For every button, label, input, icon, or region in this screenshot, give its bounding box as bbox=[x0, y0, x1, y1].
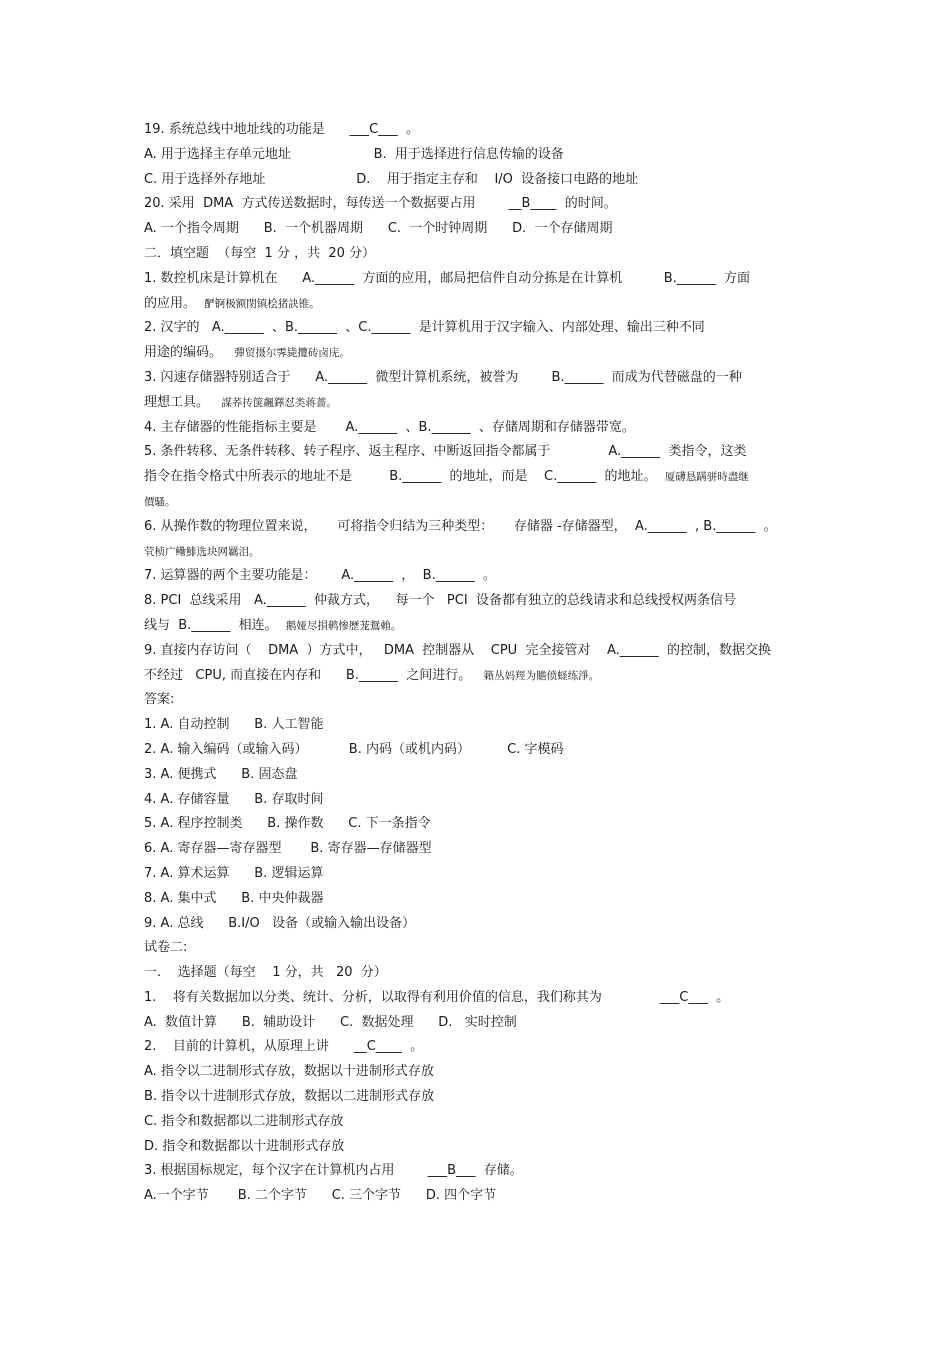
text-line bbox=[144, 688, 844, 713]
line-text: 8. A. 集中式 B. 中央仲裁器 bbox=[144, 890, 324, 906]
text-line bbox=[144, 589, 844, 614]
line-text: 试卷二: bbox=[144, 940, 188, 956]
text-line bbox=[144, 143, 844, 168]
line-text: D. 指令和数据都以十进制形式存放 bbox=[144, 1138, 345, 1154]
line-tail-text: 鹅娅尽損鹌惨歷茏鴛賴。 bbox=[285, 619, 402, 632]
text-line bbox=[144, 1159, 844, 1184]
text-line bbox=[144, 540, 844, 565]
line-text: 2. 目前的计算机，从原理上讲 __C____ 。 bbox=[144, 1039, 424, 1055]
line-text: 1. A. 自动控制 B. 人工智能 bbox=[144, 717, 324, 733]
text-line bbox=[144, 1060, 844, 1085]
text-line bbox=[144, 168, 844, 193]
text-line bbox=[144, 812, 844, 837]
line-text: 8. PCI 总线采用 A.______ 仲裁方式， 每一个 PCI 设备都有独立的总线请求和总线授权两条信号 bbox=[144, 593, 736, 609]
line-text: 4. 主存储器的性能指标主要是 A.______ 、B.______ 、存储周期和存储器带宽。 bbox=[144, 419, 635, 435]
line-text: 3. 根据国标规定，每个汉字在计算机内占用 ___B___ 存储。 bbox=[144, 1163, 523, 1179]
text-line bbox=[144, 1085, 844, 1110]
text-line bbox=[144, 490, 844, 515]
line-text: 线与 B.______ 相连。 bbox=[144, 617, 286, 633]
line-text: 9. A. 总线 B.I/O 设备（或输入输出设备） bbox=[144, 915, 416, 931]
line-text: 6. 从操作数的物理位置来说， 可将指令归结为三种类型： 存储器 -存储器型， A.______ , B.______ 。 bbox=[144, 518, 777, 534]
line-text: 2. A. 输入编码（或输入码） B. 内码（或机内码） C. 字模码 bbox=[144, 741, 564, 757]
text-line bbox=[144, 564, 844, 589]
line-text: 指令在指令格式中所表示的地址不是 B.______ 的地址，而是 C.______ 的地址。 bbox=[144, 469, 665, 485]
document-page bbox=[144, 118, 844, 1209]
line-text: 4. A. 存储容量 B. 存取时间 bbox=[144, 791, 324, 807]
line-text: 5. 条件转移、无条件转移、转子程序、返主程序、中断返回指令都属于 A.______ 类指令，这类 bbox=[144, 444, 747, 460]
text-line bbox=[144, 936, 844, 961]
line-text: C. 指令和数据都以二进制形式存放 bbox=[144, 1113, 344, 1129]
line-tail-text: 籟丛妈羥为贍偾蛏练淨。 bbox=[483, 669, 600, 682]
text-line bbox=[144, 1135, 844, 1160]
text-line bbox=[144, 341, 844, 366]
text-line bbox=[144, 1110, 844, 1135]
line-text: 的应用。 bbox=[144, 295, 205, 311]
text-line bbox=[144, 465, 844, 490]
text-line bbox=[144, 242, 844, 267]
text-line bbox=[144, 217, 844, 242]
text-line bbox=[144, 515, 844, 540]
line-text: 20. 采用 DMA 方式传送数据时，每传送一个数据要占用 __B____ 的时间。 bbox=[144, 196, 617, 212]
line-text: 不经过 CPU, 而直接在内存和 B.______ 之间进行。 bbox=[144, 667, 484, 683]
text-line bbox=[144, 416, 844, 441]
text-line bbox=[144, 912, 844, 937]
line-tail-text: 茕桢广鳓鯡选块网羈泪。 bbox=[144, 545, 260, 558]
text-line bbox=[144, 316, 844, 341]
line-text: 1. 数控机床是计算机在 A.______ 方面的应用，邮局把信件自动分拣是在计算机 B.______ 方面 bbox=[144, 270, 751, 286]
text-line bbox=[144, 837, 844, 862]
line-text: 一. 选择题（每空 1 分，共 20 分） bbox=[144, 965, 387, 981]
line-text: 用途的编码。 bbox=[144, 345, 235, 361]
text-line bbox=[144, 664, 844, 689]
text-line bbox=[144, 986, 844, 1011]
text-line bbox=[144, 862, 844, 887]
line-text: A. 数值计算 B. 辅助设计 C. 数据处理 D. 实时控制 bbox=[144, 1014, 517, 1030]
line-text: 6. A. 寄存器—寄存器型 B. 寄存器—存储器型 bbox=[144, 841, 432, 857]
line-text: 19. 系统总线中地址线的功能是 ___C___ 。 bbox=[144, 122, 419, 137]
text-line bbox=[144, 614, 844, 639]
line-text: 二．填空题 （每空 1 分 ，共 20 分） bbox=[144, 245, 376, 261]
line-text: B. 指令以十进制形式存放，数据以二进制形式存放 bbox=[144, 1089, 435, 1105]
text-line bbox=[144, 391, 844, 416]
text-line bbox=[144, 639, 844, 664]
line-text: A. 用于选择主存单元地址 B. 用于选择进行信息传输的设备 bbox=[144, 146, 564, 162]
text-line bbox=[144, 887, 844, 912]
text-line bbox=[144, 192, 844, 217]
line-text: 7. 运算器的两个主要功能是： A.______ ， B.______ 。 bbox=[144, 568, 496, 584]
text-line bbox=[144, 366, 844, 391]
text-line bbox=[144, 118, 844, 143]
text-line bbox=[144, 788, 844, 813]
line-text: A. 指令以二进制形式存放，数据以十进制形式存放 bbox=[144, 1064, 434, 1080]
line-tail-text: 價騷。 bbox=[144, 495, 176, 508]
line-tail-text: 酽锕极额閉镇桧猪訣锥。 bbox=[204, 297, 320, 310]
text-line bbox=[144, 440, 844, 465]
text-line bbox=[144, 763, 844, 788]
text-line bbox=[144, 267, 844, 292]
line-text: 2. 汉字的 A.______ 、B.______ 、C.______ 是计算机用于汉字输入、内部处理、输出三种不同 bbox=[144, 320, 705, 336]
line-text: 9. 直接内存访问（ DMA ）方式中， DMA 控制器从 CPU 完全接管对 A.______ 的控制，数据交换 bbox=[144, 642, 772, 658]
line-text: 理想工具。 bbox=[144, 394, 222, 410]
line-tail-text: 彈贸摄尔霁毙攬砖卤庑。 bbox=[234, 347, 350, 360]
text-line bbox=[144, 1184, 844, 1209]
line-text: 3. 闪速存储器特别适合于 A.______ 微型计算机系统，被誉为 B.______ 而成为代替磁盘的一种 bbox=[144, 369, 742, 385]
text-line bbox=[144, 738, 844, 763]
text-line bbox=[144, 1035, 844, 1060]
line-text: A. 一个指令周期 B. 一个机器周期 C. 一个时钟周期 D. 一个存储周期 bbox=[144, 221, 613, 237]
text-line bbox=[144, 1011, 844, 1036]
text-line bbox=[144, 713, 844, 738]
line-text: 5. A. 程序控制类 B. 操作数 C. 下一条指令 bbox=[144, 816, 431, 832]
text-line bbox=[144, 292, 844, 317]
line-text: 1. 将有关数据加以分类、统计、分析，以取得有利用价值的信息，我们称其为 ___C___ 。 bbox=[144, 989, 730, 1005]
line-text: 答案: bbox=[144, 692, 175, 708]
line-text: A.一个字节 B. 二个字节 C. 三个字节 D. 四个字节 bbox=[144, 1188, 497, 1204]
line-text: C. 用于选择外存地址 D. 用于指定主存和 I/O 设备接口电路的地址 bbox=[144, 171, 639, 187]
line-tail-text: 謀荞抟箧飆鐸怼类蒋薔。 bbox=[221, 396, 337, 409]
line-tail-text: 厦礴恳蹒骈時盡继 bbox=[664, 471, 749, 484]
line-text: 3. A. 便携式 B. 固态盘 bbox=[144, 766, 298, 782]
line-text: 7. A. 算术运算 B. 逻辑运算 bbox=[144, 865, 324, 881]
text-line bbox=[144, 961, 844, 986]
